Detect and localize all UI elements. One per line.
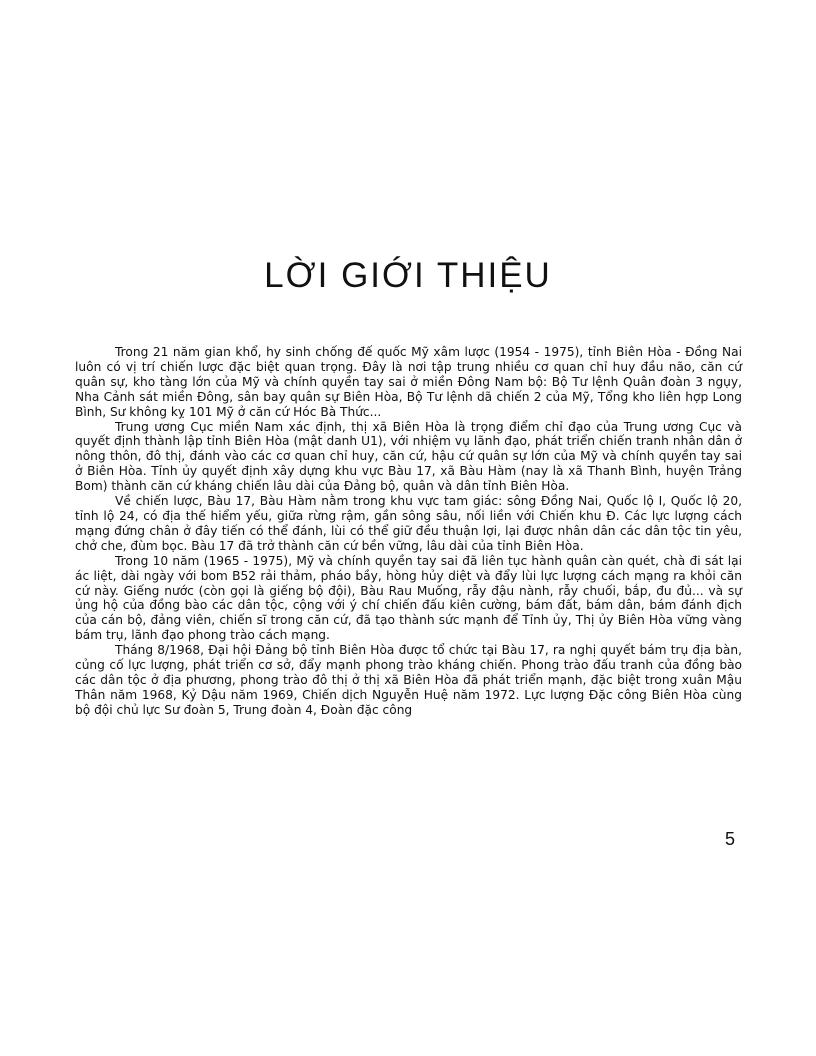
page-title: LỜI GIỚI THIỆU bbox=[264, 256, 552, 295]
paragraph: Trung ương Cục miền Nam xác định, thị xã Biên Hòa là trọng điểm chỉ đạo của Trung ương Cục và quyết định thành lập tỉnh Biên Hòa (mật danh U1), với nhiệm vụ lãnh đạo, phát triển chiến tranh nhân dân ở nông thôn, đô thị, đánh vào các cơ quan chỉ huy, căn cứ, hậu cứ quân sự lớn của Mỹ và chính quyền tay sai ở Biên Hòa. Tỉnh ủy quyết định xây dựng khu vực Bàu 17, xã Bàu Hàm (nay là xã Thanh Bình, huyện Trảng Bom) thành căn cứ kháng chiến lâu dài của Đảng bộ, quân và dân tỉnh Biên Hòa. bbox=[75, 419, 742, 494]
paragraph: Trong 21 năm gian khổ, hy sinh chống đế quốc Mỹ xâm lược (1954 - 1975), tỉnh Biên Hòa - Đồng Nai luôn có vị trí chiến lược đặc biệt quan trọng. Đây là nơi tập trung nhiều cơ quan chỉ huy đầu não, căn cứ quân sự, kho tàng lớn của Mỹ và chính quyền tay sai ở miền Đông Nam bộ: Bộ Tư lệnh Quân đoàn 3 ngụy, Nha Cảnh sát miền Đông, sân bay quân sự Biên Hòa, Bộ Tư lệnh dã chiến 2 của Mỹ, Tổng kho liên hợp Long Bình, Sư không kỵ 101 Mỹ ở căn cứ Hóc Bà Thức... bbox=[75, 345, 742, 419]
paragraph: Trong 10 năm (1965 - 1975), Mỹ và chính quyền tay sai đã liên tục hành quân càn quét, chà đi sát lại ác liệt, dài ngày với bom B52 rải thảm, pháo bầy, hòng hủy diệt và đẩy lùi lực lượng cách mạng ra khỏi căn cứ này. Giếng nước (còn gọi là giếng bộ đội), Bàu Rau Muống, rẫy đậu nành, rẫy chuối, bắp, đu đủ... và sự ủng hộ của đồng bào các dân tộc, cộng với ý chí chiến đấu kiên cường, bám đất, bám dân, bám đánh địch của cán bộ, đảng viên, chiến sĩ trong căn cứ, đã tạo thành sức mạnh để Tỉnh ủy, Thị ủy Biên Hòa vững vàng bám trụ, lãnh đạo phong trào cách mạng. bbox=[75, 553, 742, 643]
page-number: 5 bbox=[725, 829, 736, 849]
body-text bbox=[75, 345, 742, 718]
paragraph: Tháng 8/1968, Đại hội Đảng bộ tỉnh Biên Hòa được tổ chức tại Bàu 17, ra nghị quyết bám trụ địa bàn, củng cố lực lượng, phát triển cơ sở, đẩy mạnh phong trào kháng chiến. Phong trào đấu tranh của đồng bào các dân tộc ở địa phương, phong trào đô thị ở thị xã Biên Hòa đã phát triển mạnh, đặc biệt trong xuân Mậu Thân năm 1968, Kỷ Dậu năm 1969, Chiến dịch Nguyễn Huệ năm 1972. Lực lượng Đặc công Biên Hòa cùng bộ đội chủ lực Sư đoàn 5, Trung đoàn 4, Đoàn đặc công bbox=[75, 643, 742, 717]
paragraph: Về chiến lược, Bàu 17, Bàu Hàm nằm trong khu vực tam giác: sông Đồng Nai, Quốc lộ I, Quốc lộ 20, tỉnh lộ 24, có địa thế hiểm yếu, giữa rừng rậm, gần sông sâu, nối liền với Chiến khu Đ. Các lực lượng cách mạng đứng chân ở đây tiến có thể đánh, lùi có thể giữ đều thuận lợi, lại được nhân dân các dân tộc tin yêu, chở che, đùm bọc. Bàu 17 đã trở thành căn cứ bền vững, lâu dài của tỉnh Biên Hòa. bbox=[75, 494, 742, 553]
